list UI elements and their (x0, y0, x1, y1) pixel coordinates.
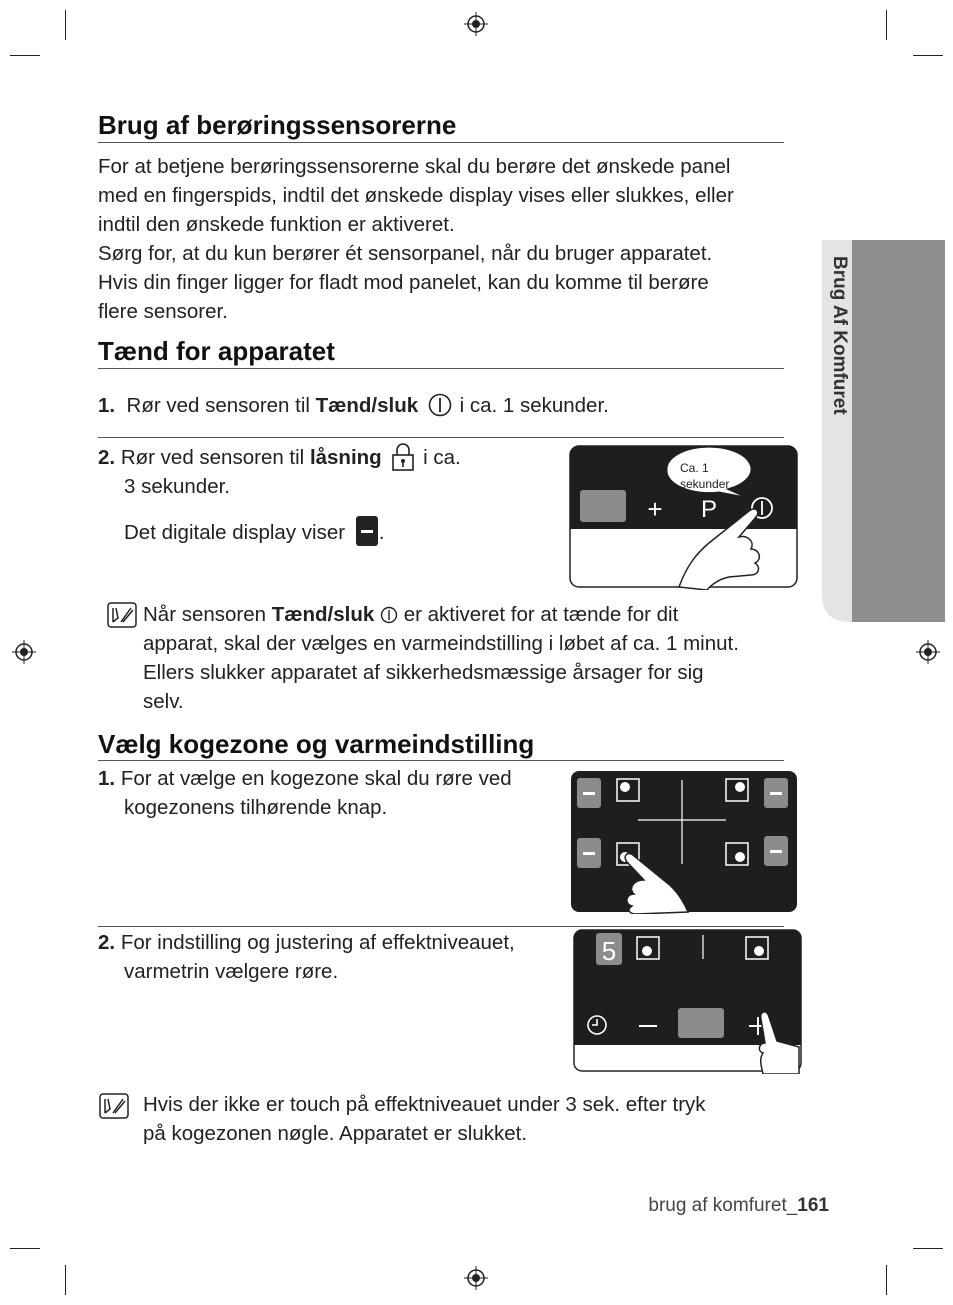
power-icon (428, 392, 452, 418)
level-digit: 5 (601, 936, 617, 966)
minus-icon (639, 1025, 657, 1027)
power-level-panel-illustration (573, 929, 803, 1074)
heading-rule (98, 760, 784, 761)
registration-mark-icon (916, 640, 940, 664)
step-1: 1. Rør ved sensoren til Tænd/sluk i ca. 1 sekunder. (98, 394, 609, 417)
crop-mark (65, 1265, 66, 1295)
note-icon (107, 602, 137, 628)
lock-display-icon (355, 515, 379, 547)
cooking-zone-panel-illustration (570, 770, 798, 914)
control-panel-illustration (569, 445, 799, 590)
zone-minus-button (764, 778, 788, 808)
step-2: 2. For indstilling og justering af effektniveauet, varmetrin vælgere røre. (98, 931, 515, 983)
crop-mark (913, 1248, 943, 1249)
plus-symbol: + (647, 494, 663, 524)
svg-text:sekunder: sekunder (680, 477, 730, 491)
note-paragraph: Hvis der ikke er touch på effektniveauet under 3 sek. efter tryk på kogezonen nøgle. Apparatet er slukket. (143, 1093, 706, 1145)
page-footer: brug af komfuret_161 (648, 1195, 829, 1216)
page-number: 161 (797, 1195, 829, 1216)
step-divider (98, 437, 784, 438)
p-symbol: P (700, 496, 718, 523)
heading-rule (98, 142, 784, 143)
zone-minus-button (764, 836, 788, 866)
crop-mark (913, 55, 943, 56)
note-paragraph: Når sensoren Tænd/sluk er aktiveret for at tænde for dit apparat, skal der vælges en varmeindstilling i løbet af ca. 1 minut. Ellers slukker apparatet af sikkerhedsmæssige årsager for sig selv. (143, 603, 739, 713)
crop-mark (65, 10, 66, 40)
heading-rule (98, 368, 784, 369)
registration-mark-icon (12, 640, 36, 664)
crop-mark (10, 1248, 40, 1249)
step-2: 2. Rør ved sensoren til låsning i ca. 3 sekunder. Det digitale display viser . (98, 442, 558, 547)
note-icon (99, 1093, 129, 1119)
section-heading: Vælg kogezone og varmeindstilling (98, 729, 535, 759)
step-divider (98, 926, 784, 927)
lock-icon (391, 442, 415, 472)
zone-minus-button (577, 778, 601, 808)
level-display (678, 1008, 724, 1038)
crop-mark (10, 55, 40, 56)
power-icon (380, 606, 398, 624)
section-heading: Tænd for apparatet (98, 336, 335, 366)
side-tab-label: Brug Af Komfuret (829, 256, 850, 415)
crop-mark (886, 10, 887, 40)
zone-minus-button (577, 838, 601, 868)
step-1: 1. For at vælge en kogezone skal du røre ved kogezonens tilhørende knap. (98, 767, 512, 819)
registration-mark-icon (464, 12, 488, 36)
section-heading: Brug af berøringssensorerne (98, 110, 457, 140)
crop-mark (886, 1265, 887, 1295)
svg-text:Ca. 1: Ca. 1 (680, 461, 709, 475)
registration-mark-icon (464, 1266, 488, 1290)
intro-paragraph: For at betjene berøringssensorerne skal du berøre det ønskede panel med en fingerspids, indtil det ønskede display vises eller slukkes, eller indtil den ønskede funktion er aktiveret. Sørg for, at du kun berører ét sensorpanel, når du bruger apparatet. Hvis din finger ligger for fladt mod panelet, kan du komme til berøre flere sensorer. (98, 155, 734, 323)
